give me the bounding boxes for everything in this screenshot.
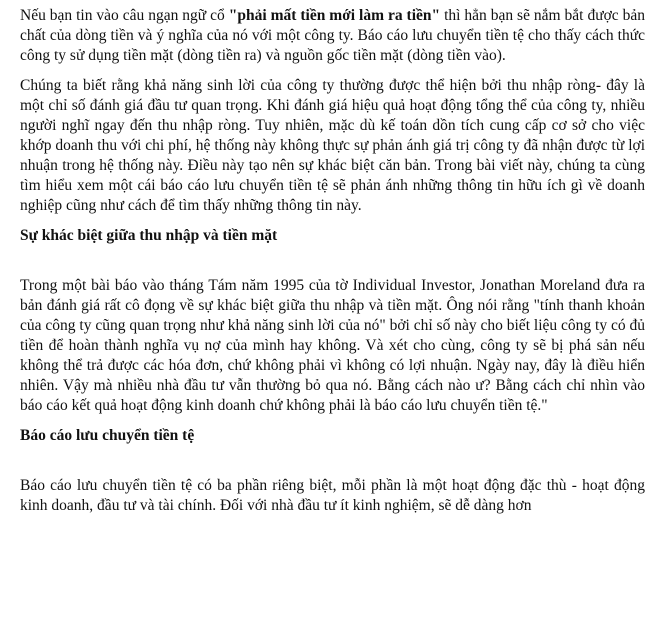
heading-spacer <box>20 446 645 476</box>
section-heading-cash-flow-statement: Báo cáo lưu chuyển tiền tệ <box>20 427 195 444</box>
intro-text-end: thì hẳn bạn sẽ nắm bắt được bản chất của dòng tiền và ý nghĩa của nó với một công ty. Báo cáo lưu chuyển tiền tệ cho thấy cách thức công ty sử dụng tiền mặt (dòng tiền ra) và nguồn gốc tiền mặt (dòng tiền vào). <box>20 7 646 64</box>
section-heading-income-vs-cash: Sự khác biệt giữa thu nhập và tiền mặt <box>20 227 278 244</box>
proverb-quote: "phải mất tiền mới làm ra tiền" <box>228 7 441 24</box>
paragraph-moreland: Trong một bài báo vào tháng Tám năm 1995 của tờ Individual Investor, Jonathan Moreland đưa ra bản đánh giá rất cô đọng về sự khác biệt giữa thu nhập và tiền mặt. Ông nói rằng "tính thanh khoản của công ty cũng quan trọng như khả năng sinh lời của nó" bởi chỉ số này cho biết liệu công ty có đủ tiền để hoàn thành nghĩa vụ nợ của mình hay không. Và xét cho cùng, công ty sẽ bị phá sản nếu không thể trả được các hóa đơn, chứ không phải vì không có lợi nhuận. Ngày nay, đây là điều hiển nhiên. Vậy mà nhiều nhà đầu tư vẫn thường bỏ qua nó. Bằng cách nào ư? Bằng cách chỉ nhìn vào báo cáo kết quả hoạt động kinh doanh chứ không phải là báo cáo lưu chuyển tiền tệ." <box>20 277 645 414</box>
intro-text-start: Nếu bạn tin vào câu ngạn ngữ cổ <box>20 7 229 24</box>
heading-spacer <box>20 246 645 276</box>
paragraph-intro <box>20 6 645 66</box>
document-page <box>20 6 645 526</box>
paragraph-profitability: Chúng ta biết rằng khả năng sinh lời của công ty thường được thể hiện bởi thu nhập ròng- đây là một chỉ số đánh giá đầu tư quan trọng. Khi đánh giá hiệu quả hoạt động tổng thể của công ty, nhiều người nghĩ ngay đến thu nhập ròng. Tuy nhiên, mặc dù kế toán dồn tích cung cấp cơ sở cho việc khớp doanh thu với chi phí, hệ thống này không thực sự phản ánh giá trị công ty đã nhận được từ lợi nhuận trong hệ thống này. Điều này tạo nên sự khác biệt căn bản. Trong bài viết này, chúng ta cùng tìm hiểu xem một cái báo cáo lưu chuyển tiền tệ sẽ phản ánh những thông tin hữu ích gì về doanh nghiệp cũng như cách để tìm thấy những thông tin này. <box>20 77 645 214</box>
paragraph-three-sections: Báo cáo lưu chuyển tiền tệ có ba phần riêng biệt, mỗi phần là một hoạt động đặc thù - hoạt động kinh doanh, đầu tư và tài chính. Đối với nhà đầu tư ít kinh nghiệm, sẽ dễ dàng hơn <box>20 477 645 514</box>
